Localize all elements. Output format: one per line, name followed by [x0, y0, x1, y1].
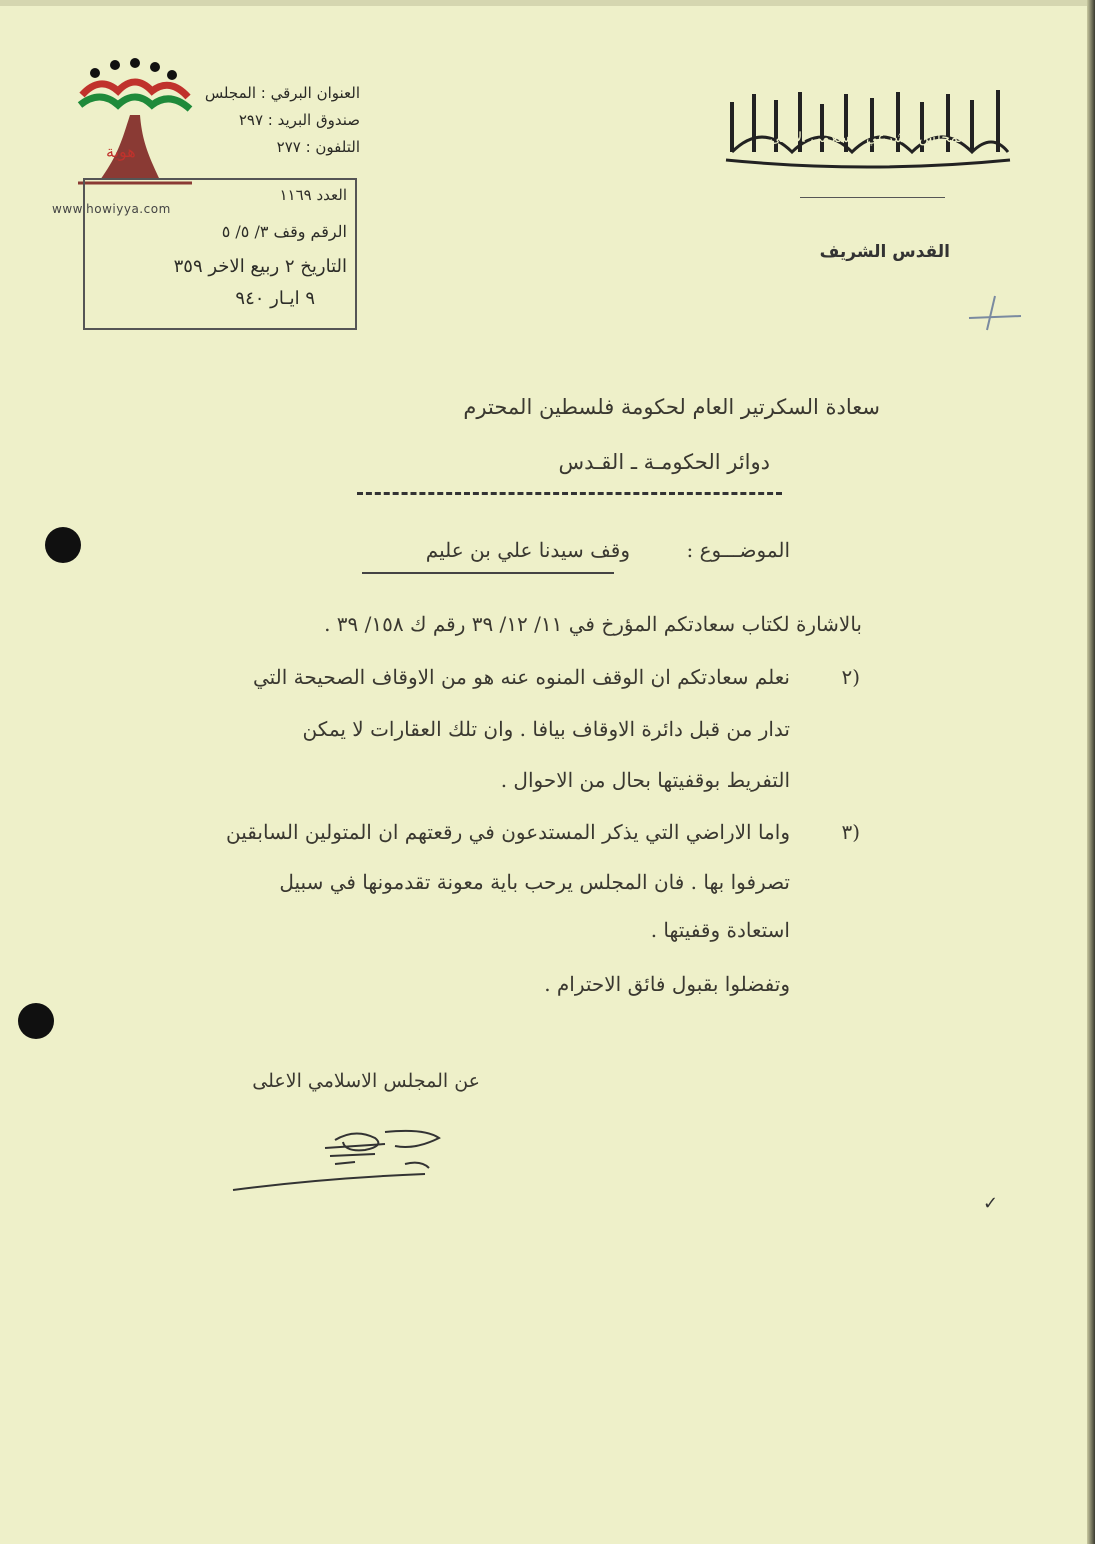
punch-hole-bottom	[18, 1003, 54, 1039]
para3-number: ٣)	[841, 820, 860, 844]
para3-line1: واما الاراضي التي يذكر المستدعون في رقعتهم ان المتولين السابقين	[226, 820, 790, 844]
body-intro: بالاشارة لكتاب سعادتكم المؤرخ في ١١/ ١٢/ ٣٩ رقم ك ١٥٨/ ٣٩ .	[324, 612, 862, 636]
para2-line2: تدار من قبل دائرة الاوقاف بيافا . وان تلك العقارات لا يمكن	[302, 717, 790, 741]
signature-icon	[225, 1120, 455, 1200]
telegraph-address: العنوان البرقي : المجلس	[204, 84, 360, 102]
po-box: صندوق البريد : ٢٩٧	[238, 111, 360, 129]
closing-courtesy: وتفضلوا بقبول فائق الاحترام .	[544, 972, 790, 996]
city-name: القدس الشريف	[819, 242, 950, 262]
phone: التلفون : ٢٧٧	[276, 138, 360, 156]
para2-number: ٢)	[841, 665, 860, 689]
para2-line1: نعلم سعادتكم ان الوقف المنوه عنه هو من الاوقاف الصحيحة التي	[252, 665, 790, 689]
punch-hole-top	[45, 527, 81, 563]
margin-tick-icon: ✓	[983, 1193, 999, 1214]
council-emblem-icon	[722, 82, 1014, 178]
ref-date-hijri: التاريخ ٢ ربيع الاخر ٣٥٩	[173, 256, 347, 277]
addressee-line2: دوائر الحكومـة ـ القـدس	[558, 450, 770, 474]
para2-line3: التفريط بوقفيتها بحال من الاحوال .	[500, 768, 790, 792]
emblem-divider	[800, 197, 945, 198]
subject-value: وقف سيدنا علي بن عليم	[425, 538, 630, 562]
paper-right-edge	[1087, 0, 1095, 1544]
logo-figures	[80, 58, 190, 109]
ref-date-greg: ٩ ايـار ٩٤٠	[235, 288, 315, 309]
watermark-url: www.howiyya.com	[52, 202, 171, 216]
closing-from: عن المجلس الاسلامي الاعلى	[252, 1070, 480, 1092]
para3-line2: تصرفوا بها . فان المجلس يرحب باية معونة تقدمونها في سبيل	[279, 870, 790, 894]
emblem-text: المجلس الشرعي الاسلامي الاعلى	[769, 130, 967, 146]
reference-box	[83, 178, 357, 330]
ref-number: العدد ١١٦٩	[279, 186, 347, 204]
dashed-divider	[357, 492, 782, 495]
ref-file: الرقم وقف ٣/ ٥/ ٥	[221, 222, 347, 241]
addressee-line1: سعادة السكرتير العام لحكومة فلسطين المحترم	[463, 395, 880, 419]
para3-line3: استعادة وقفيتها .	[650, 918, 790, 942]
svg-text:هوية: هوية	[106, 142, 136, 161]
paper-top-edge	[0, 0, 1095, 6]
pencil-mark-icon	[965, 292, 1025, 332]
subject-underline	[362, 572, 614, 574]
letterhead-contact	[175, 80, 360, 161]
subject-label: الموضـــوع :	[686, 538, 790, 562]
